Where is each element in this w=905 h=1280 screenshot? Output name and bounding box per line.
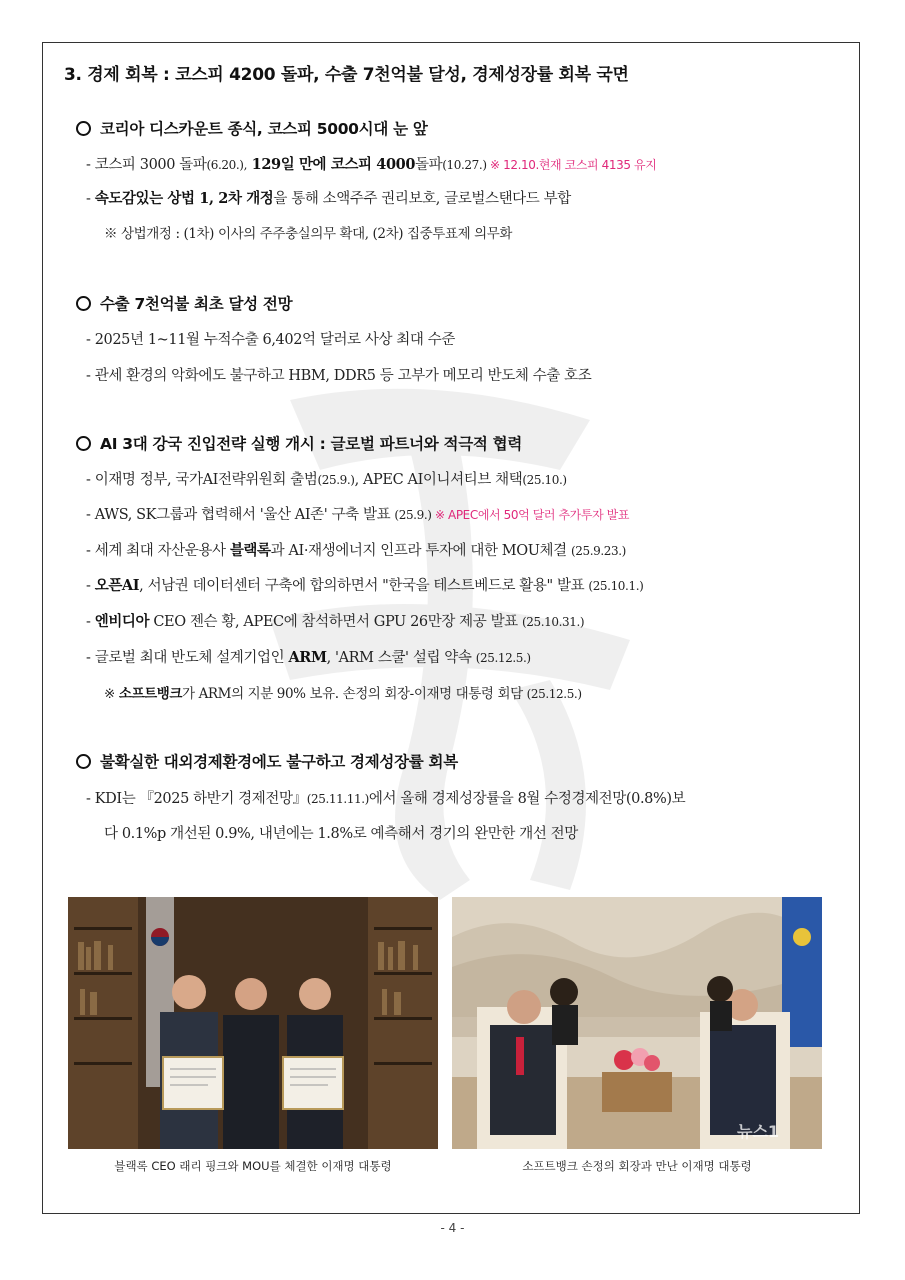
circle-bullet-icon: [76, 296, 91, 311]
export-line-1: - 2025년 1~11월 누적수출 6,402억 달러로 사상 최대 수준: [86, 332, 455, 348]
blackrock-mou-photo: [68, 897, 438, 1149]
kospi-current-note: ※ 12.10.현재 코스피 4135 유지: [486, 158, 657, 172]
export-line-2: - 관세 환경의 악화에도 불구하고 HBM, DDR5 등 고부가 메모리 반도체 수출 호조: [86, 368, 592, 384]
softbank-meeting-photo: [452, 897, 822, 1149]
ai-line-5: - 엔비디아 CEO 젠슨 황, APEC에 참석하면서 GPU 26만장 제공 발표 (25.10.31.): [86, 613, 585, 630]
circle-bullet-icon: [76, 121, 91, 136]
ai-line-2: - AWS, SK그룹과 협력해서 '울산 AI존' 구축 발표 (25.9.) ※ APEC에서 50억 달러 추가투자 발표: [86, 507, 630, 523]
ai-strategy-heading-text: AI 3대 강국 진입전략 실행 개시 : 글로벌 파트너와 적극적 협력: [100, 435, 522, 453]
kospi-line: - 코스피 3000 돌파(6.20.), 129일 만에 코스피 4000돌파(10.27.) ※ 12.10.현재 코스피 4135 유지: [86, 156, 657, 173]
kdi-line-1: - KDI는 『2025 하반기 경제전망』(25.11.11.)에서 올해 경제성장률을 8월 수정경제전망(0.8%)보: [86, 791, 686, 807]
korea-discount-heading-text: 코리아 디스카운트 종식, 코스피 5000시대 눈 앞: [100, 120, 428, 138]
export-heading-text: 수출 7천억불 최초 달성 전망: [100, 295, 293, 313]
softbank-note: ※ 소프트뱅크가 ARM의 지분 90% 보유. 손정의 회장-이재명 대통령 회담 (25.12.5.): [104, 686, 582, 702]
korea-discount-heading: [76, 117, 428, 139]
export-heading: [76, 292, 292, 314]
circle-bullet-icon: [76, 754, 91, 769]
ai-line-1: - 이재명 정부, 국가AI전략위원회 출범(25.9.), APEC AI이니셔티브 채택(25.10.): [86, 472, 567, 488]
ai-strategy-heading: [76, 432, 522, 454]
commercial-law-note: ※ 상법개정 : (1차) 이사의 주주충실의무 확대, (2차) 집중투표제 의무화: [104, 226, 513, 242]
ai-line-6: - 글로벌 최대 반도체 설계기업인 ARM, 'ARM 스쿨' 설립 약속 (25.12.5.): [86, 649, 531, 666]
news1-watermark: 뉴스1: [737, 1122, 780, 1141]
apec-investment-note: ※ APEC에서 50억 달러 추가투자 발표: [431, 508, 630, 522]
growth-heading-text: 불확실한 대외경제환경에도 불구하고 경제성장률 회복: [100, 753, 458, 771]
ai-line-3: - 세계 최대 자산운용사 블랙록과 AI·재생에너지 인프라 투자에 대한 MOU체결 (25.9.23.): [86, 542, 626, 559]
section-title: 3. 경제 회복 : 코스피 4200 돌파, 수출 7천억불 달성, 경제성장률 회복 국면: [64, 65, 629, 85]
left-photo-caption: 블랙록 CEO 래리 핑크와 MOU를 체결한 이재명 대통령: [114, 1159, 392, 1173]
circle-bullet-icon: [76, 436, 91, 451]
growth-heading: [76, 750, 458, 772]
page-number: - 4 -: [440, 1221, 465, 1235]
ai-line-4: - 오픈AI, 서남권 데이터센터 구축에 합의하면서 "한국을 테스트베드로 활용" 발표 (25.10.1.): [86, 577, 644, 594]
right-photo-caption: 소프트뱅크 손정의 회장과 만난 이재명 대통령: [522, 1159, 752, 1173]
kdi-line-2: 다 0.1%p 개선된 0.9%, 내년에는 1.8%로 예측해서 경기의 완만한 개선 전망: [104, 826, 578, 842]
commercial-law-line: - 속도감있는 상법 1, 2차 개정을 통해 소액주주 권리보호, 글로벌스탠다드 부합: [86, 190, 571, 207]
